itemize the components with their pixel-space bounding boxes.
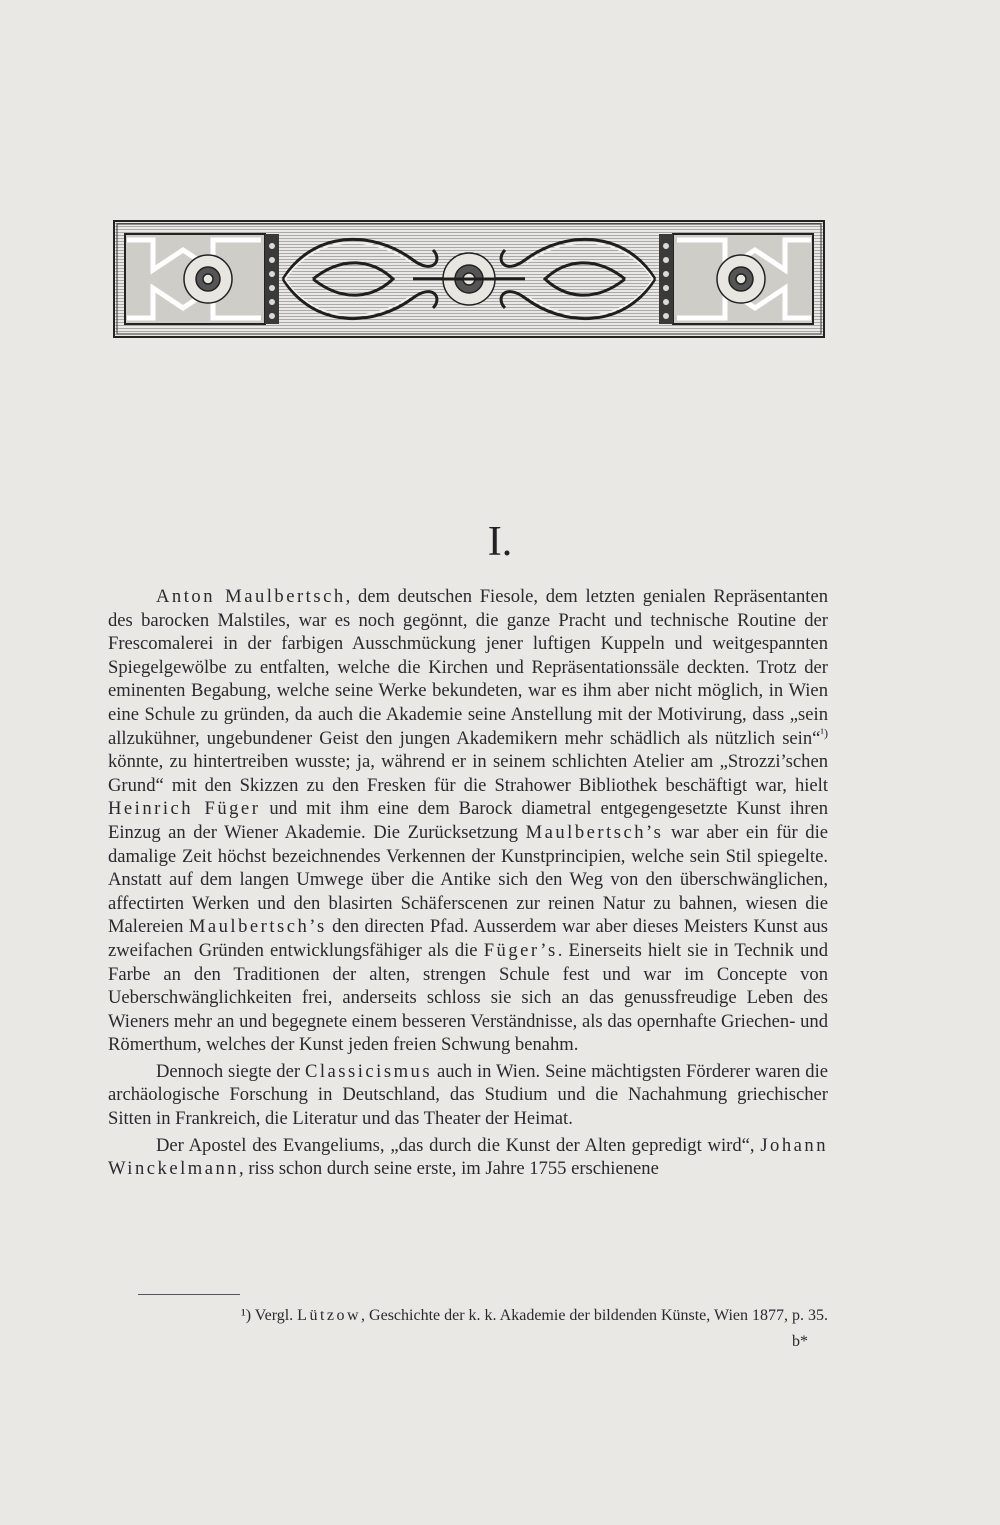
footnote-rule [138, 1294, 240, 1295]
text-run: und mit ihm eine dem Barock diametral entgegengesetzte Kunst ihren Einzug an der Wiener Akademie. Die Zurücksetzung [108, 798, 828, 843]
spaced-name: Anton Maulbertsch [156, 586, 346, 607]
headpiece-engraving [113, 220, 825, 338]
footnote-author: Lützow [297, 1307, 362, 1324]
text-run: war aber ein für die damalige Zeit höchst bezeichnendes Verkennen der Kunstprincipien, welche sein Stil spiegelte. Anstatt auf dem langen Umwege über die Antike sich den Weg von den überschwänglichen, affectirten Werken und den blasirten Schäferscenen zur reinen Natur zu bahnen, wiesen die Malereien [108, 821, 828, 938]
text-run: , dem deutschen Fiesole, dem letzten genialen Repräsentanten des barocken Malstiles, war es noch gegönnt, die ganze Pracht und technische Routine der Frescomalerei in der farbigen Ausschmückung jener luftigen Kuppeln und weitgespannten Spiegelgewölbe zu entfalten, welche die Kirchen und Repräsentationssäle deckten. Trotz der eminenten Begabung, welche seine Werke bekundeten, war es ihm aber nicht möglich, in Wien eine Schule zu gründen, da auch die Akademie seine Anstellung mit der Motivirung, dass „sein allzukühner, ungebundener Geist den jungen Akademikern mehr schädlich als nützlich sein“ [108, 586, 828, 749]
text-run: den directen Pfad. Ausserdem war aber dieses Meisters Kunst aus zweifachen Gründen entwicklungsfähiger als die [108, 916, 828, 961]
spaced-name: Classicismus [304, 1060, 433, 1082]
spaced-name: Maulbertsch’s [188, 916, 327, 938]
text-run: Dennoch siegte der [156, 1060, 305, 1082]
chapter-numeral: I. [487, 519, 513, 565]
text-run: , riss schon durch seine erste, im Jahre 1755 erschienene [239, 1158, 659, 1180]
paragraph [108, 1134, 828, 1181]
spaced-name: Heinrich Füger [108, 798, 261, 820]
paragraph [108, 585, 828, 1057]
footnote-marker: ¹) [240, 1307, 252, 1324]
text-run: . Einerseits hielt sie in Technik und Farbe an den Traditionen der alten, strengen Schule fest und war im Concepte von Ueberschwänglichkeiten frei, anderseits schloss sie sich an das genussfreudige Leben des Wieners mehr an und begegnete einem besseren Verständnisse, als das opernhafte Griechen- und Römerthum, welches der Kunst jeden freien Schwung benahm. [108, 939, 828, 1056]
spaced-name: Füger’s [483, 939, 558, 961]
text-run: auch in Wien. Seine mächtigsten Förderer waren die archäologische Forschung in Deutschland, das Studium und die Nachahmung griechischer Sitten in Frankreich, die Literatur und das Theater der Heimat. [108, 1060, 828, 1130]
signature-mark: b* [792, 1333, 808, 1350]
footnote [108, 1306, 828, 1326]
footnote-text-after: , Geschichte der k. k. Akademie der bildenden Künste, Wien 1877, p. 35. [361, 1307, 828, 1324]
text-run: könnte, zu hintertreiben wusste; ja, während er in seinem schlichten Atelier am „Strozzi’schen Grund“ mit den Skizzen zu den Fresken für die Strahower Bibliothek beschäftigt war, hielt [108, 751, 828, 796]
text-run: Der Apostel des Evangeliums, „das durch die Kunst der Alten gepredigt wird“, [156, 1134, 761, 1156]
footnote-reference: ¹) [820, 725, 828, 740]
spaced-name: Johann Winckelmann [108, 1134, 828, 1180]
body-text [108, 585, 828, 1184]
footnote-text-before: Vergl. [251, 1307, 298, 1324]
ornamental-headpiece [113, 220, 825, 338]
paragraph [108, 1060, 828, 1131]
spaced-name: Maulbertsch’s [525, 821, 664, 843]
